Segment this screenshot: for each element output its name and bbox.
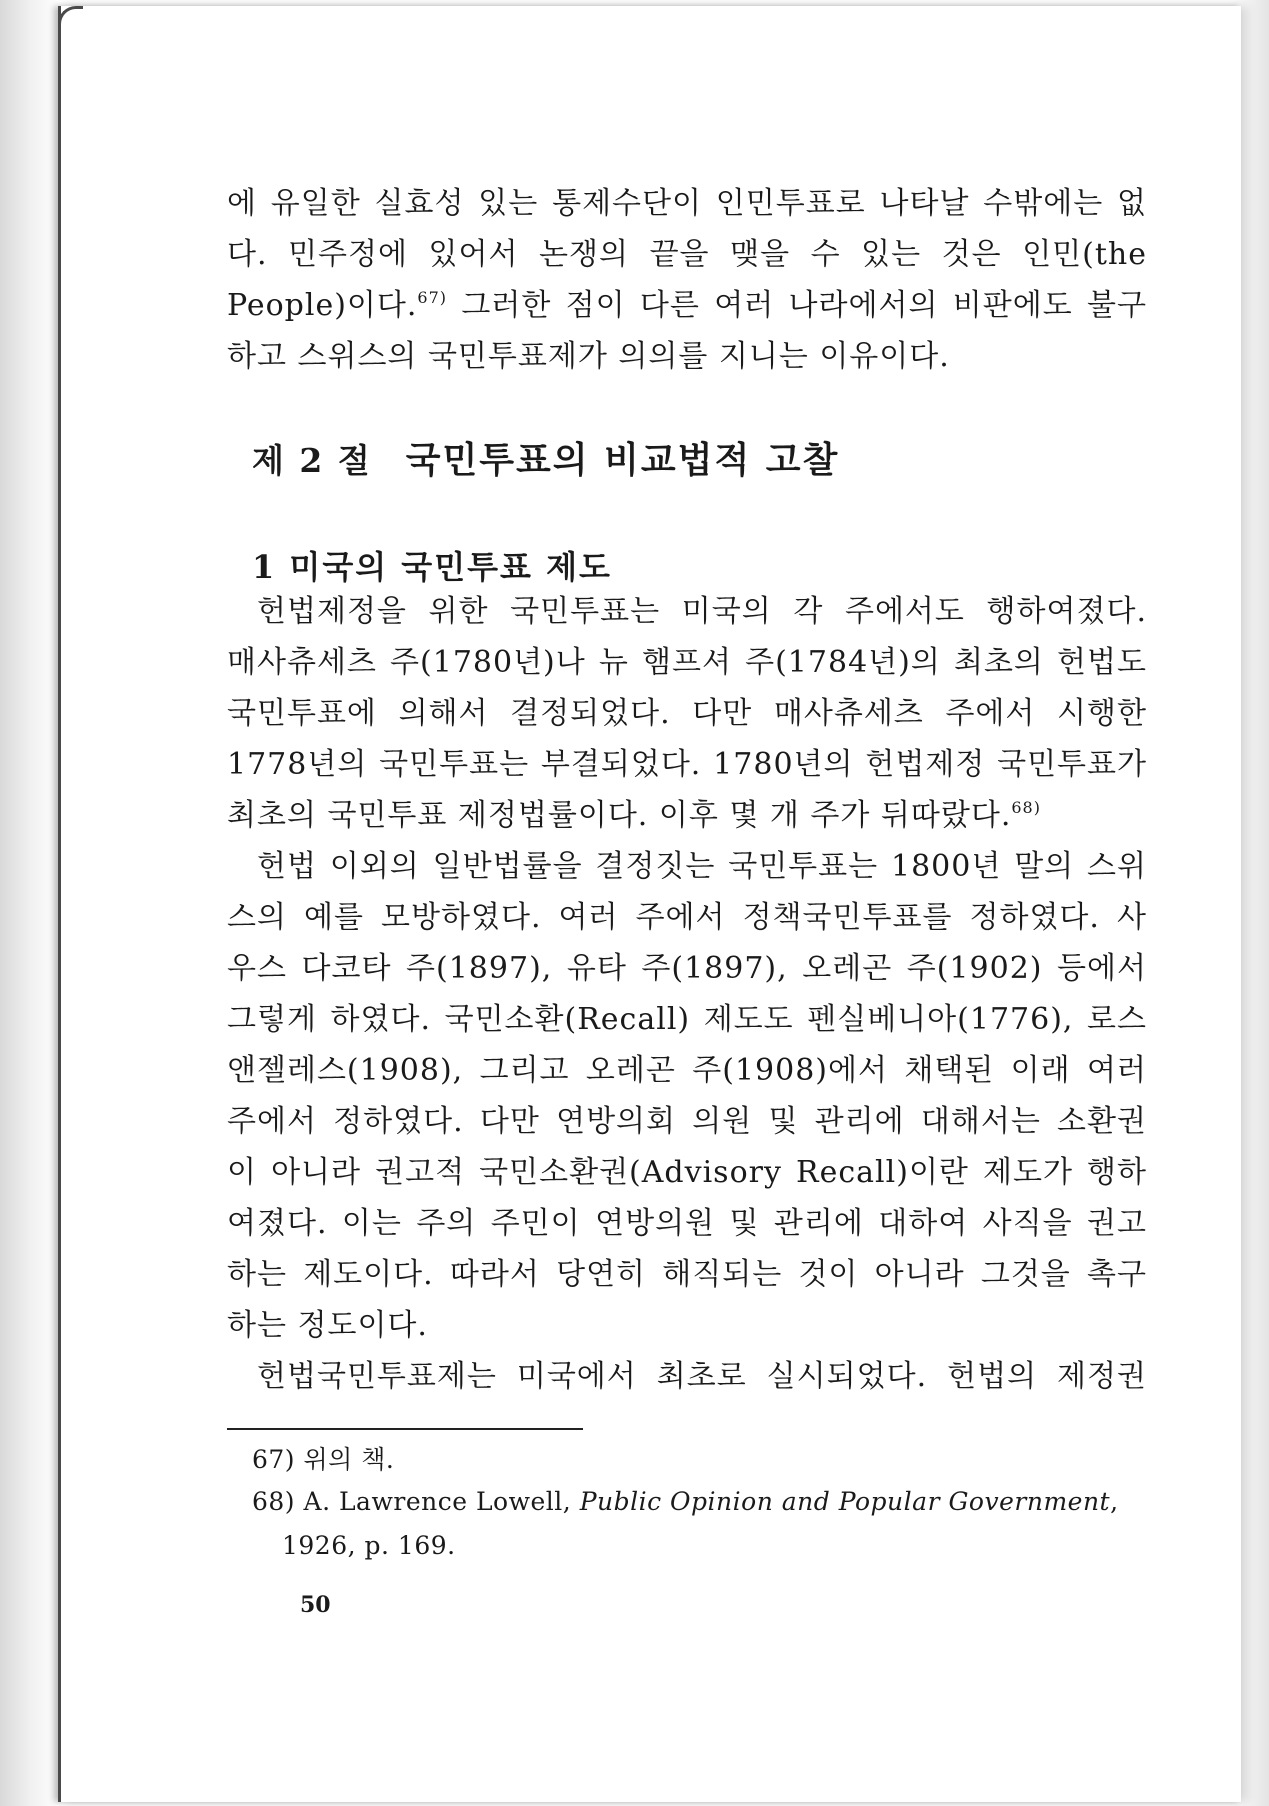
text-line: 하고 스위스의 국민투표제가 의의를 지니는 이유이다. [227,339,950,374]
text-line: 이 아니라 권고적 국민소환권(Advisory Recall)이란 제도가 행하 [227,1155,1147,1190]
subsection-heading: 1 미국의 국민투표 제도 [252,548,612,586]
footnote-ref-68[interactable]: 68) [1011,798,1041,817]
footnote-divider [227,1428,583,1430]
cited-book-title: Public Opinion and Popular Government [579,1487,1111,1516]
footnote-68: 68) A. Lawrence Lowell, Public Opinion and Popular Government, 1926, p. 169. [252,1487,1119,1560]
paragraph-3 [227,1351,1147,1402]
text-line: 헌법 이외의 일반법률을 결정짓는 국민투표는 1800년 말의 스위 [257,849,1147,884]
text-line: 1778년의 국민투표는 부결되었다. 1780년의 헌법제정 국민투표가 [227,747,1147,782]
text-line: 하는 제도이다. 따라서 당연히 해직되는 것이 아니라 그것을 촉구 [227,1257,1147,1292]
text-line: 주에서 정하였다. 다만 연방의회 의원 및 관리에 대해서는 소환권 [227,1104,1147,1139]
text-line: 헌법제정을 위한 국민투표는 미국의 각 주에서도 행하여졌다. [257,594,1147,629]
text-line: 최초의 국민투표 제정법률이다. 이후 몇 개 주가 뒤따랐다.$^{68)}$ [227,798,1041,833]
text-line: 우스 다코타 주(1897), 유타 주(1897), 오레곤 주(1902) 등에서 [227,951,1147,986]
text-line: 에 유일한 실효성 있는 통제수단이 인민투표로 나타날 수밖에는 없 [227,186,1147,221]
text-line: 여졌다. 이는 주의 주민이 연방의원 및 관리에 대하여 사직을 권고 [227,1206,1147,1241]
section-title: 국민투표의 비교법적 고찰 [405,439,840,481]
text-line: 매사츄세츠 주(1780년)나 뉴 햄프셔 주(1784년)의 최초의 헌법도 [227,645,1147,680]
text-line: 헌법국민투표제는 미국에서 최초로 실시되었다. 헌법의 제정권 [257,1359,1147,1394]
text-line: 국민투표에 의해서 결정되었다. 다만 매사츄세츠 주에서 시행한 [227,696,1147,731]
text-line: 스의 예를 모방하였다. 여러 주에서 정책국민투표를 정하였다. 사 [227,900,1147,935]
text-line: 앤젤레스(1908), 그리고 오레곤 주(1908)에서 채택된 이래 여러 [227,1053,1147,1088]
text-line: 다. 민주정에 있어서 논쟁의 끝을 맺을 수 있는 것은 인민(the [227,237,1147,272]
text-line: 그렇게 하였다. 국민소환(Recall) 제도도 펜실베니아(1776), 로스 [227,1002,1147,1037]
footnote-67: 67) 위의 책. [252,1445,395,1474]
text-line: 하는 정도이다. [227,1308,428,1343]
paragraph-2 [227,841,1147,1351]
footnote-ref-67[interactable]: 67) [417,288,448,307]
page-number: 50 [300,1592,331,1618]
paragraph-1 [227,586,1147,841]
section-heading [252,432,839,483]
section-number: 제 2 절 [252,441,372,480]
text-line: People)이다.$^{67)}$ 그러한 점이 다른 여러 나라에서의 비판에도 불구 [227,288,1147,323]
intro-paragraph [227,178,1147,382]
